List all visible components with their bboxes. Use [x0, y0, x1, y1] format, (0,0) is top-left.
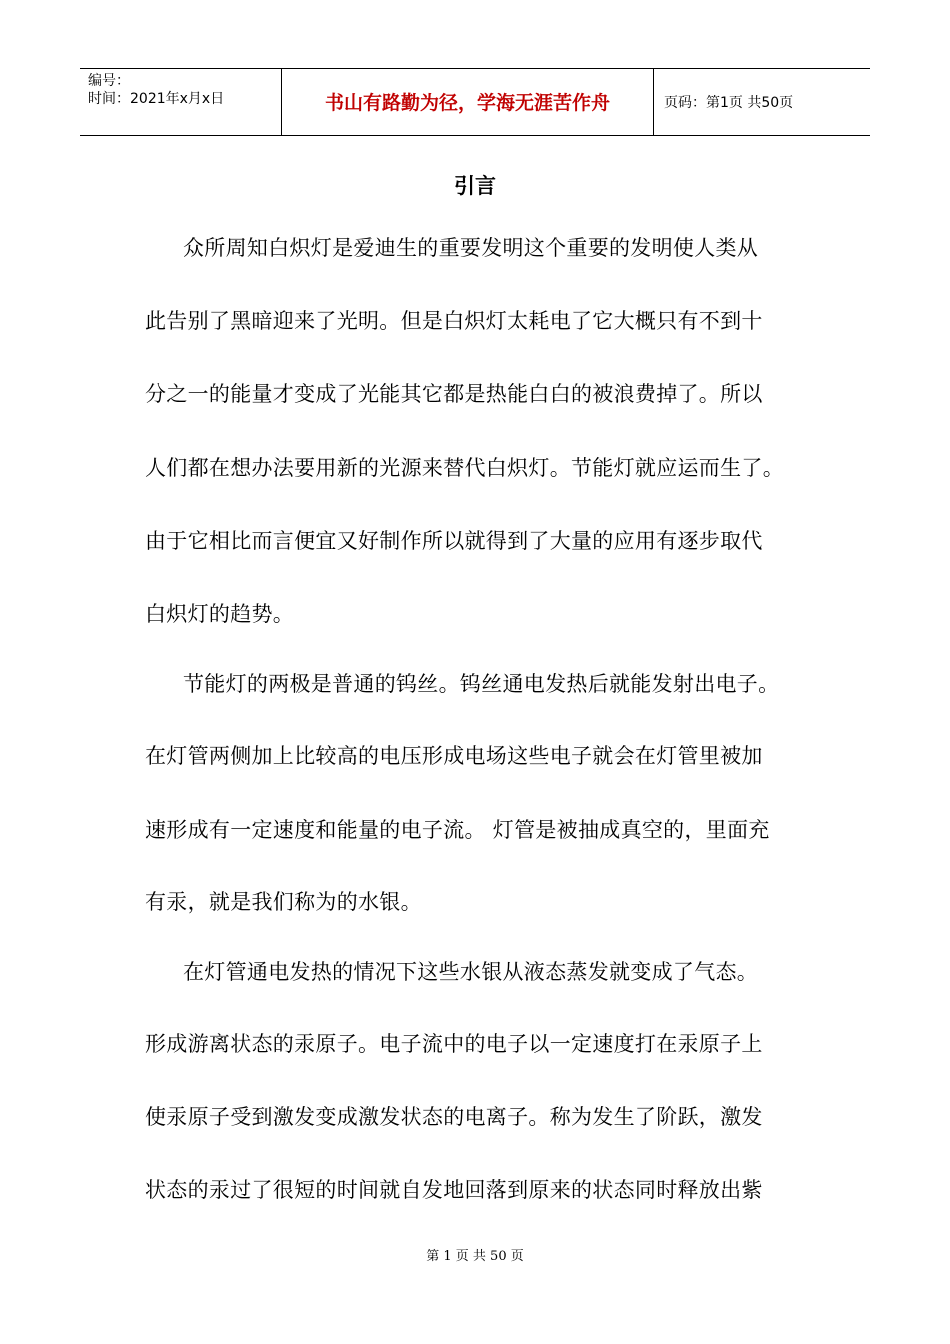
page-footer: 第 1 页 共 50 页 [426, 1249, 524, 1264]
body-line: 使汞原子受到激发变成激发状态的电离子。称为发生了阶跃，激发 [145, 1105, 763, 1129]
header-motto: 书山有路勤为径，学海无涯苦作舟 [324, 92, 610, 114]
document-title: 引言 [454, 174, 496, 198]
body-line: 众所周知白炽灯是爱迪生的重要发明这个重要的发明使人类从 [183, 236, 759, 260]
body-line: 在灯管通电发热的情况下这些水银从液态蒸发就变成了气态。 [183, 960, 759, 984]
body-line: 白炽灯的趋势。 [145, 602, 295, 626]
body-line: 速形成有一定速度和能量的电子流。 灯管是被抽成真空的，里面充 [145, 818, 770, 842]
body-line: 状态的汞过了很短的时间就自发地回落到原来的状态同时释放出紫 [145, 1178, 763, 1202]
document-number-label: 编号： [88, 73, 130, 89]
body-line: 形成游离状态的汞原子。电子流中的电子以一定速度打在汞原子上 [145, 1032, 763, 1056]
body-line: 由于它相比而言便宜又好制作所以就得到了大量的应用有逐步取代 [145, 529, 763, 553]
body-line: 节能灯的两极是普通的钨丝。钨丝通电发热后就能发射出电子。 [183, 672, 780, 696]
header-motto-cell [282, 69, 654, 135]
body-line: 分之一的能量才变成了光能其它都是热能白白的被浪费掉了。所以 [145, 382, 763, 406]
header-table [80, 68, 870, 136]
document-date-label: 时间：2021年x月x日 [88, 91, 225, 107]
header-page-code: 页码：第1页 共50页 [664, 95, 794, 111]
body-line: 在灯管两侧加上比较高的电压形成电场这些电子就会在灯管里被加 [145, 744, 763, 768]
body-line: 有汞，就是我们称为的水银。 [145, 890, 422, 914]
body-line: 人们都在想办法要用新的光源来替代白炽灯。节能灯就应运而生了。 [145, 456, 784, 480]
header-page-cell [654, 69, 870, 135]
body-line: 此告别了黑暗迎来了光明。但是白炽灯太耗电了它大概只有不到十 [145, 309, 763, 333]
header-meta-cell [80, 69, 282, 135]
